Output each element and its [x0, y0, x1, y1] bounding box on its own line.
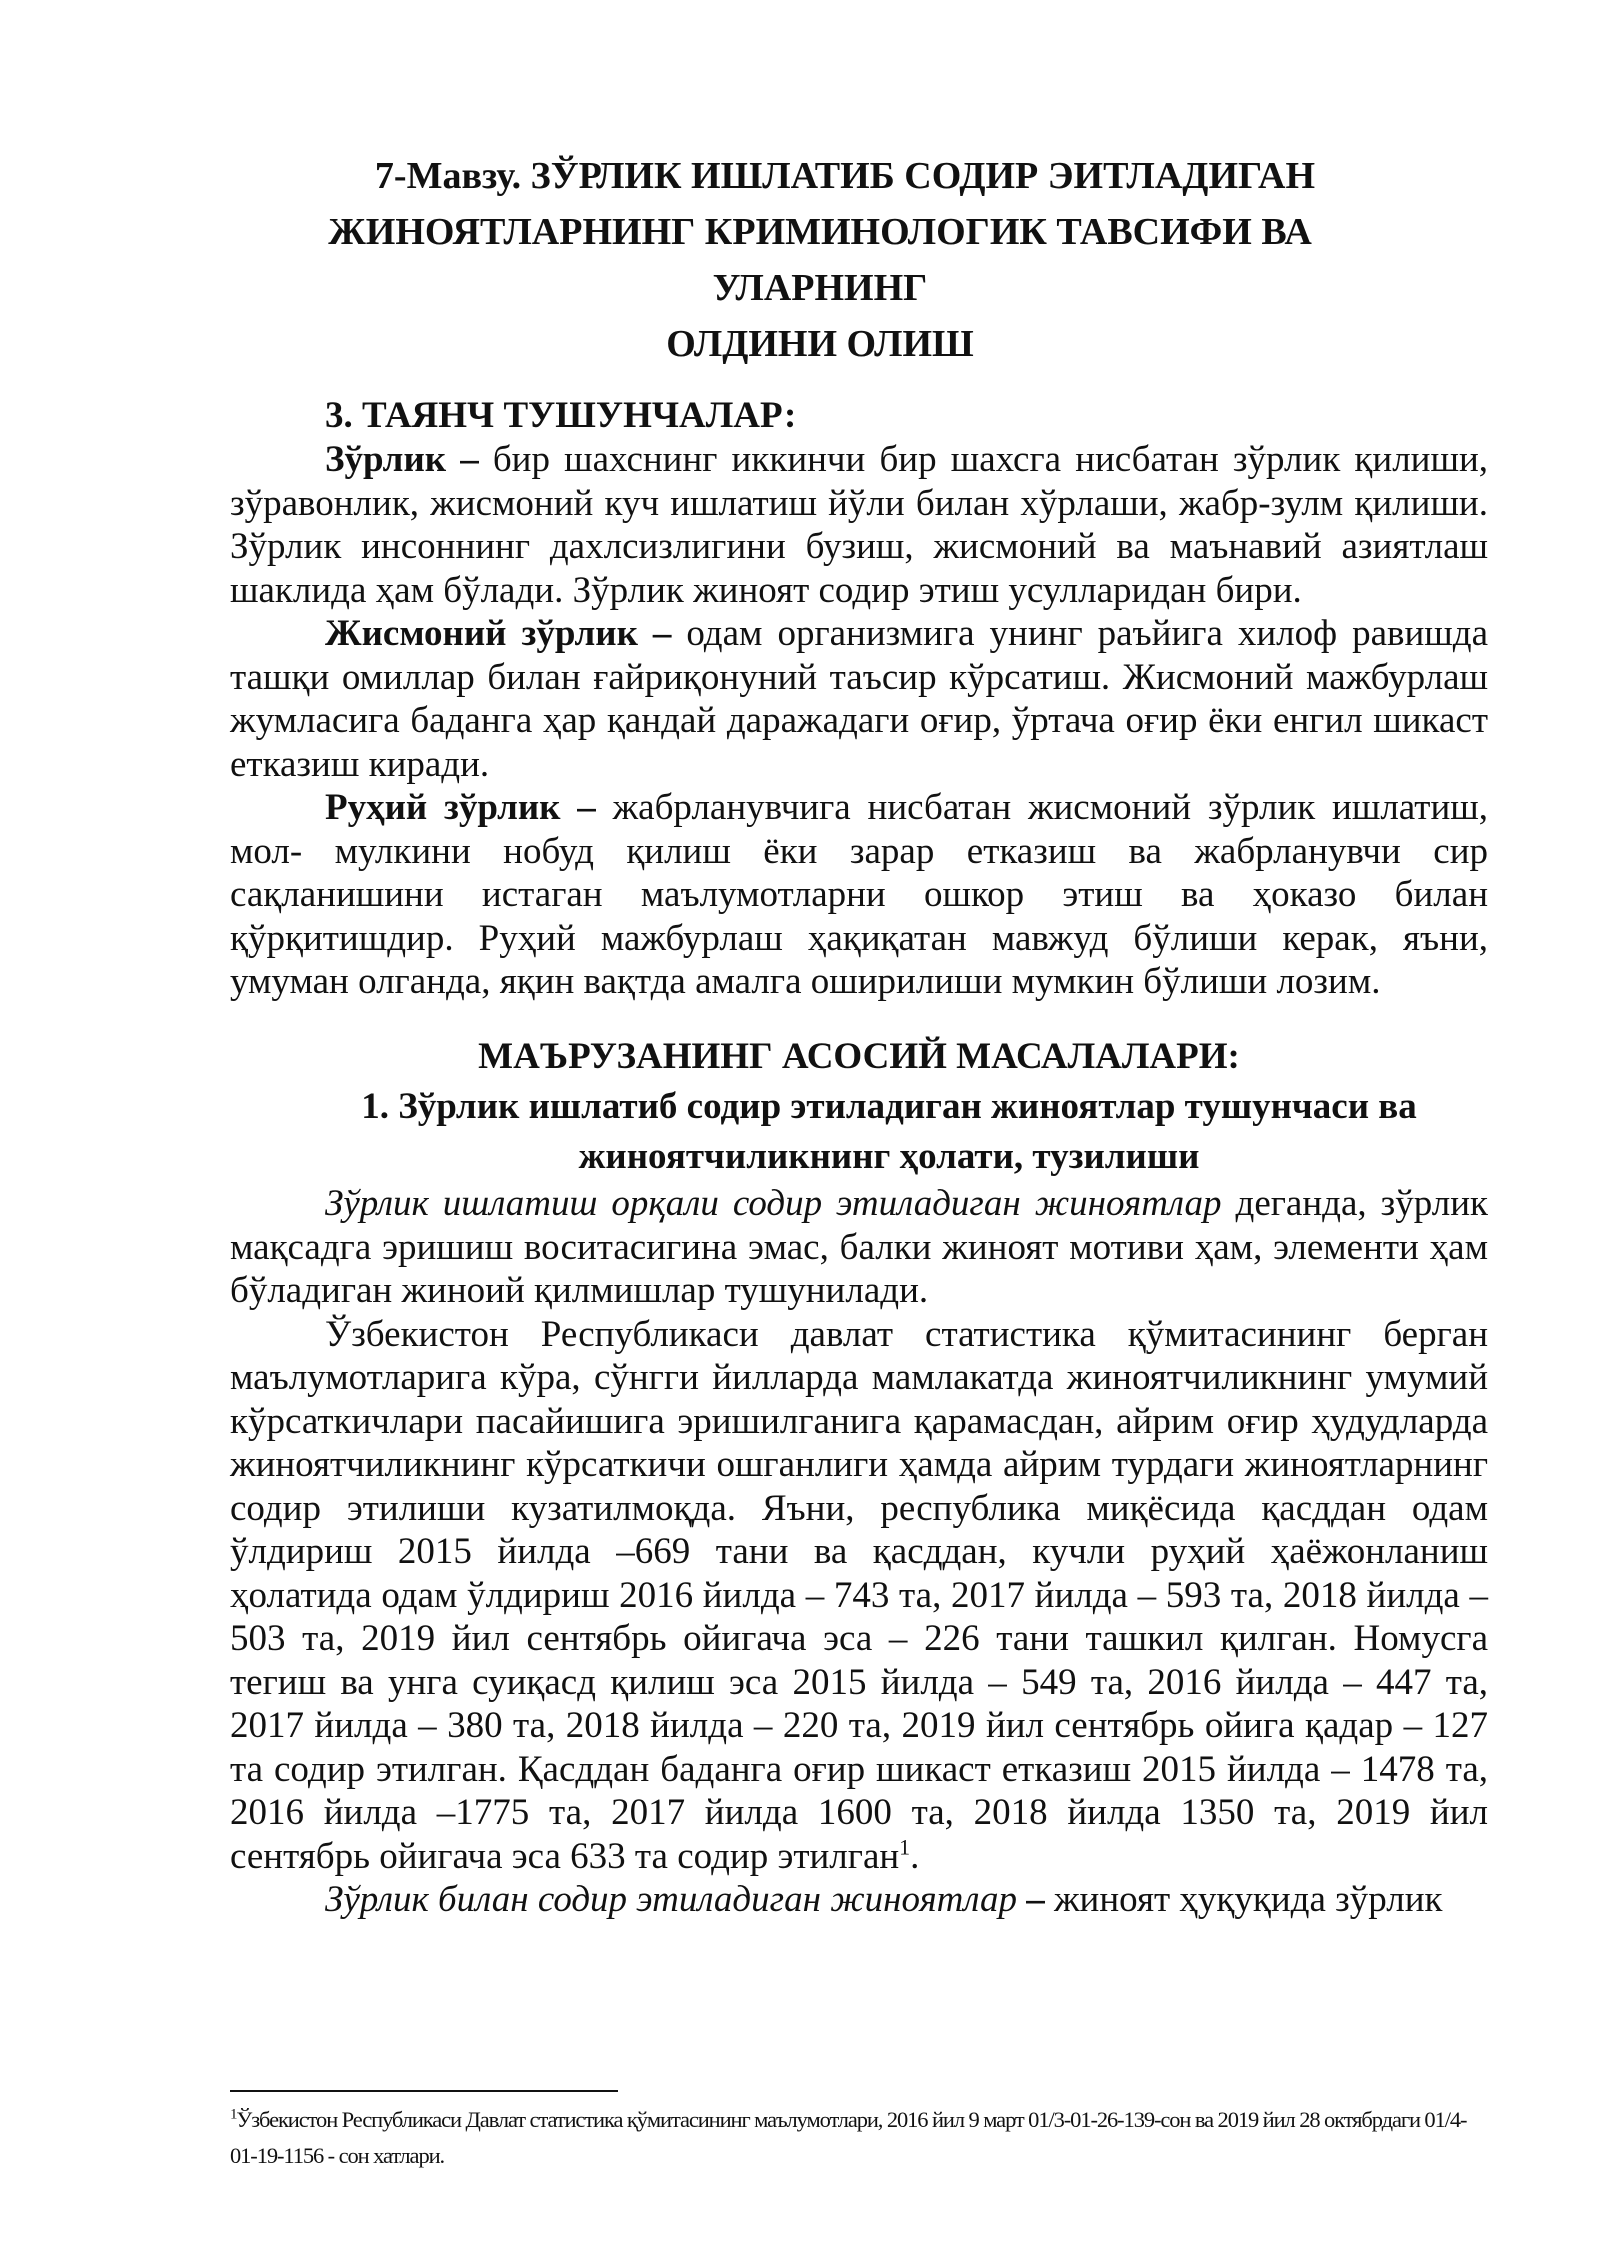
concepts-section [230, 394, 1488, 1004]
concept-paragraph-psychological [230, 786, 1488, 1004]
concept-text-violence: бир шахснинг иккинчи бир шахсга нисбатан зўрлик қилиши, зўравонлик, жисмоний куч ишлатиш йўли билан хўрлаши, жабр-зулм қилиши. Зўрлик инсоннинг дахлсизлигини бузиш, жисмоний ва маънавий азиятлаш шаклида ҳам бўлади. Зўрлик жиноят содир этиш усулларидан бири. [230, 439, 1488, 611]
lecture-section [230, 1032, 1488, 1922]
lecture-p2-end: . [910, 1835, 920, 1877]
lecture-subheading: 1. Зўрлик ишлатиб содир этиладиган жиноятлар тушунчаси ва жиноятчиликнинг ҳолати, тузилиши [361, 1086, 1417, 1177]
concept-paragraph-violence [230, 438, 1488, 612]
lecture-paragraph-3 [230, 1878, 1488, 1922]
lecture-paragraph-2 [230, 1313, 1488, 1879]
footnote-separator [230, 2090, 618, 2092]
title-line-3: ОЛДИНИ ОЛИШ [666, 323, 974, 365]
lecture-heading: МАЪРУЗАНИНГ АСОСИЙ МАСАЛАЛАРИ: [478, 1036, 1240, 1077]
footnote-mark: 1 [230, 2106, 237, 2123]
concept-term-physical: Жисмоний зўрлик – [325, 613, 672, 654]
concepts-heading: 3. ТАЯНЧ ТУШУНЧАЛАР: [325, 395, 797, 436]
lecture-p3-text: жиноят ҳуқуқида зўрлик [1044, 1879, 1443, 1920]
concept-text-physical: одам организмига унинг раъйига хилоф равишда ташқи омиллар билан ғайриқонуний таъсир кўрсатиш. Жисмоний мажбурлаш жумласига баданга ҳар қандай даражадаги оғир, ўртача оғир ёки енгил шикаст етказиш киради. [230, 613, 1488, 785]
document-title [230, 148, 1410, 372]
concept-term-psychological: Руҳий зўрлик – [325, 787, 596, 828]
lecture-paragraph-1 [230, 1182, 1488, 1313]
title-line-1: 7-Мавзу. ЗЎРЛИК ИШЛАТИБ СОДИР ЭИТЛАДИГАН [374, 155, 1316, 197]
lecture-p2-text: Ўзбекистон Республикаси давлат статистика қўмитасининг берган маълумотларига кўра, сўнгги йилларда мамлакатда жиноятчиликнинг умумий кўрсаткичлари пасайишига эришилганига қарамасдан, айрим оғир ҳудудларда жиноятчиликнинг кўрсаткичи ошганлиги ҳамда айрим турдаги жиноятларнинг содир этилиши кузатилмоқда. Яъни, республика миқёсида қасддан одам ўлдириш 2015 йилда –669 тани ва қасддан, кучли руҳий ҳаёжонланиш ҳолатида одам ўлдириш 2016 йилда – 743 та, 2017 йилда – 593 та, 2018 йилда – 503 та, 2019 йил сентябрь ойигача эса – 226 тани ташкил қилган. Номусга тегиш ва унга суиқасд қилиш эса 2015 йилда – 549 та, 2016 йилда – 447 та, 2017 йилда – 380 та, 2018 йилда – 220 та, 2019 йил сентябрь ойига қадар – 127 та содир этилган. Қасддан баданга оғир шикаст етказиш 2015 йилда – 1478 та, 2016 йилда –1775 та, 2017 йилда 1600 та, 2018 йилда 1350 та, 2019 йил сентябрь ойигача эса 633 та содир этилган [230, 1313, 1488, 1877]
lecture-p3-italic: Зўрлик билан содир этиладиган жиноятлар [325, 1879, 1017, 1920]
lecture-p1-text: деганда, зўрлик мақсадга эришиш воситасигина эмас, балки жиноят мотиви ҳам, элементи ҳам бўладиган жиноий қилмишлар тушунилади. [230, 1183, 1488, 1311]
title-line-2: ЖИНОЯТЛАРНИНГ КРИМИНОЛОГИК ТАВСИФИ ВА УЛАРНИНГ [328, 211, 1312, 309]
footnote-text: Ўзбекистон Республикаси Давлат статистика қўмитасининг маълумотлари, 2016 йил 9 март 01/3-01-26-139-сон ва 2019 йил 28 октябрдаги 01/4-01-19-1156 - сон хатлари. [230, 2107, 1467, 2168]
footnote-reference[interactable]: 1 [899, 1834, 911, 1860]
lecture-p3-dash: – [1016, 1879, 1045, 1920]
concept-term-violence: Зўрлик – [325, 439, 479, 480]
concept-text-psychological: жабрланувчига нисбатан жисмоний зўрлик ишлатиш, мол- мулкини нобуд қилиш ёки зарар етказиш ва жабрланувчи сир сақланишини истаган маълумотларни ошкор этиш ва ҳоказо билан қўрқитишдир. Руҳий мажбурлаш ҳақиқатан мавжуд бўлиши керак, яъни, умуман олганда, яқин вақтда амалга оширилиши мумкин бўлиши лозим. [230, 787, 1488, 1002]
footnote [230, 2102, 1488, 2174]
lecture-p1-italic: Зўрлик ишлатиш орқали содир этиладиган жиноятлар [325, 1183, 1222, 1224]
concept-paragraph-physical [230, 612, 1488, 786]
